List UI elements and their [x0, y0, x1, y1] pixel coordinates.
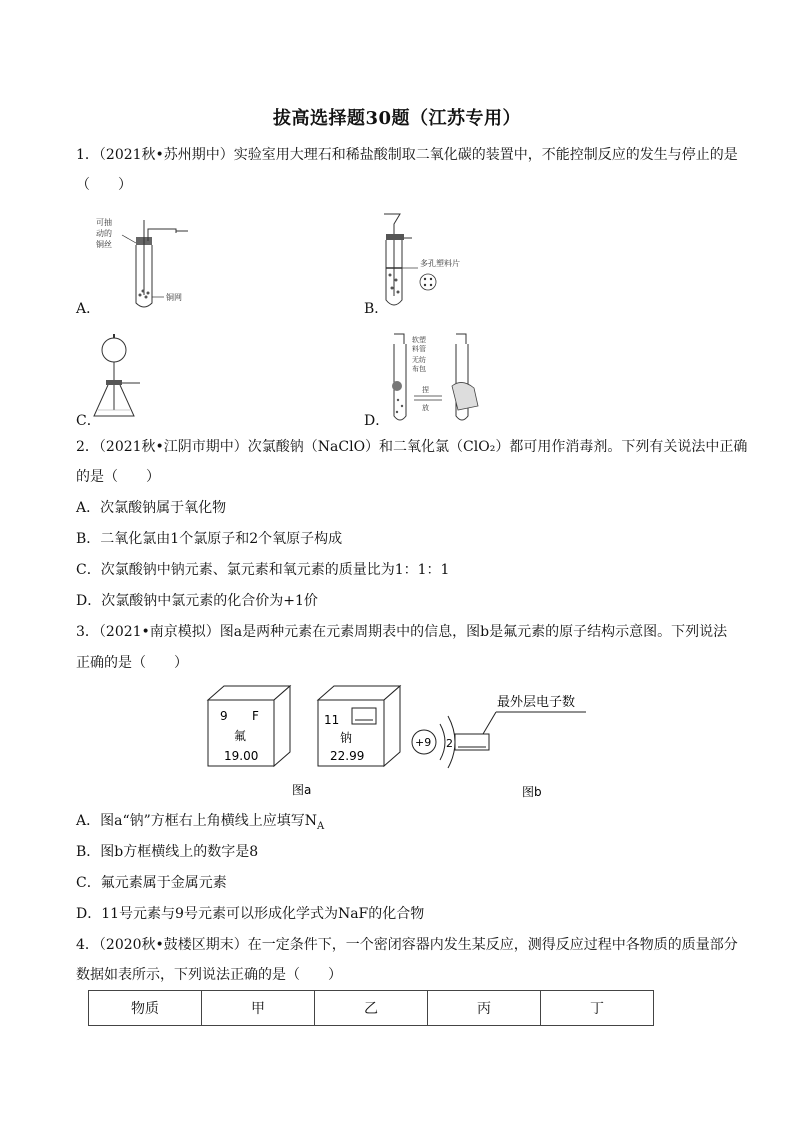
- fig-a-label-2: 动的: [96, 229, 112, 238]
- fig-d-label-4: 布包: [412, 365, 426, 373]
- fluorine-tile: [208, 686, 290, 766]
- caption-b: 图b: [522, 785, 542, 799]
- q3-stem-cont: 正确的是（ ）: [76, 655, 188, 671]
- fig-d-label-6: 放: [422, 404, 429, 412]
- table-header-cell: 丙: [428, 991, 541, 1026]
- nucleus-charge: +9: [415, 736, 432, 749]
- q2-option-c: C．次氯酸钠中钠元素、氯元素和氧元素的质量比为1：1：1: [76, 562, 450, 578]
- q1-figure-b: [380, 210, 500, 315]
- q3-option-d: D．11号元素与9号元素可以形成化学式为NaF的化合物: [76, 906, 425, 922]
- q1-figure-c: [92, 330, 202, 420]
- na-name: 钠: [340, 731, 353, 745]
- fig-a-label-1: 可抽: [96, 218, 112, 227]
- q1-option-c: C．: [76, 413, 101, 429]
- page-title: 拔高选择题30题（江苏专用）: [272, 108, 522, 129]
- q1-option-b: B．: [364, 301, 389, 317]
- fig-a-label-3: 铜丝: [96, 240, 112, 249]
- table-row: [89, 991, 654, 1026]
- na-mass: 22.99: [330, 749, 365, 763]
- fig-d-label-5: 捏: [422, 386, 429, 394]
- q1-option-d: D．: [364, 413, 390, 429]
- q3-option-a: [76, 812, 324, 836]
- q3-option-a-subscript: A: [317, 820, 325, 832]
- table-header-cell: 乙: [315, 991, 428, 1026]
- q4-stem: 4．（2020秋•鼓楼区期末）在一定条件下，一个密闭容器内发生某反应，测得反应过程中各物质的质量部分: [76, 937, 738, 953]
- fig-d-label-1: 软塑: [412, 336, 426, 344]
- f-name: 氟: [234, 729, 247, 743]
- q4-stem-cont: 数据如表所示，下列说法正确的是（ ）: [76, 967, 342, 983]
- q4-data-table: [88, 990, 654, 1026]
- f-mass: 19.00: [224, 749, 259, 763]
- q2-stem: 2．（2021秋•江阴市期中）次氯酸钠（NaClO）和二氧化氯（ClO₂）都可用作消毒剂。下列有关说法中正确: [76, 439, 748, 455]
- q1-stem: 1．（2021秋•苏州期中）实验室用大理石和稀盐酸制取二氧化碳的装置中，不能控制反应的发生与停止的是: [76, 147, 738, 163]
- q1-stem-blank: （ ）: [76, 177, 132, 193]
- table-header-cell: 丁: [541, 991, 654, 1026]
- caption-a: 图a: [292, 783, 312, 797]
- fig-b-label: 多孔塑料片: [420, 259, 460, 268]
- q3-stem: 3．（2021•南京模拟）图a是两种元素在元素周期表中的信息，图b是氟元素的原子结构示意图。下列说法: [76, 624, 728, 640]
- inner-shell-electrons: 2: [446, 737, 453, 750]
- q1-figure-d: [378, 330, 488, 422]
- na-symbol-box: [352, 708, 376, 724]
- f-symbol: F: [252, 709, 259, 723]
- outer-shell-label: 最外层电子数: [497, 695, 576, 710]
- q1-option-a: A．: [76, 301, 101, 317]
- q3-option-c: C．氟元素属于金属元素: [76, 875, 227, 891]
- q1-figure-a: [96, 215, 196, 315]
- fig-a-label-4: 铜网: [166, 293, 182, 302]
- sodium-tile: [318, 686, 400, 766]
- fluorine-atom-diagram: [412, 694, 586, 768]
- table-header-cell: 甲: [202, 991, 315, 1026]
- q2-stem-cont: 的是（ ）: [76, 469, 160, 485]
- q2-option-a: A．次氯酸钠属于氧化物: [76, 500, 227, 516]
- q2-option-b: B．二氧化氯由1个氯原子和2个氧原子构成: [76, 531, 343, 547]
- q3-option-a-text: A．图a“钠”方框右上角横线上应填写N: [76, 813, 318, 829]
- q3-figure: [200, 684, 600, 804]
- q3-option-b: B．图b方框横线上的数字是8: [76, 844, 259, 860]
- table-header-cell: 物质: [89, 991, 202, 1026]
- fig-d-label-3: 无纺: [412, 356, 426, 364]
- f-atomic-number: 9: [220, 709, 228, 723]
- outer-shell-box: [455, 734, 489, 750]
- q2-option-d: D．次氯酸钠中氯元素的化合价为+1价: [76, 593, 318, 609]
- na-atomic-number: 11: [324, 713, 340, 727]
- fig-d-label-2: 料管: [412, 345, 426, 353]
